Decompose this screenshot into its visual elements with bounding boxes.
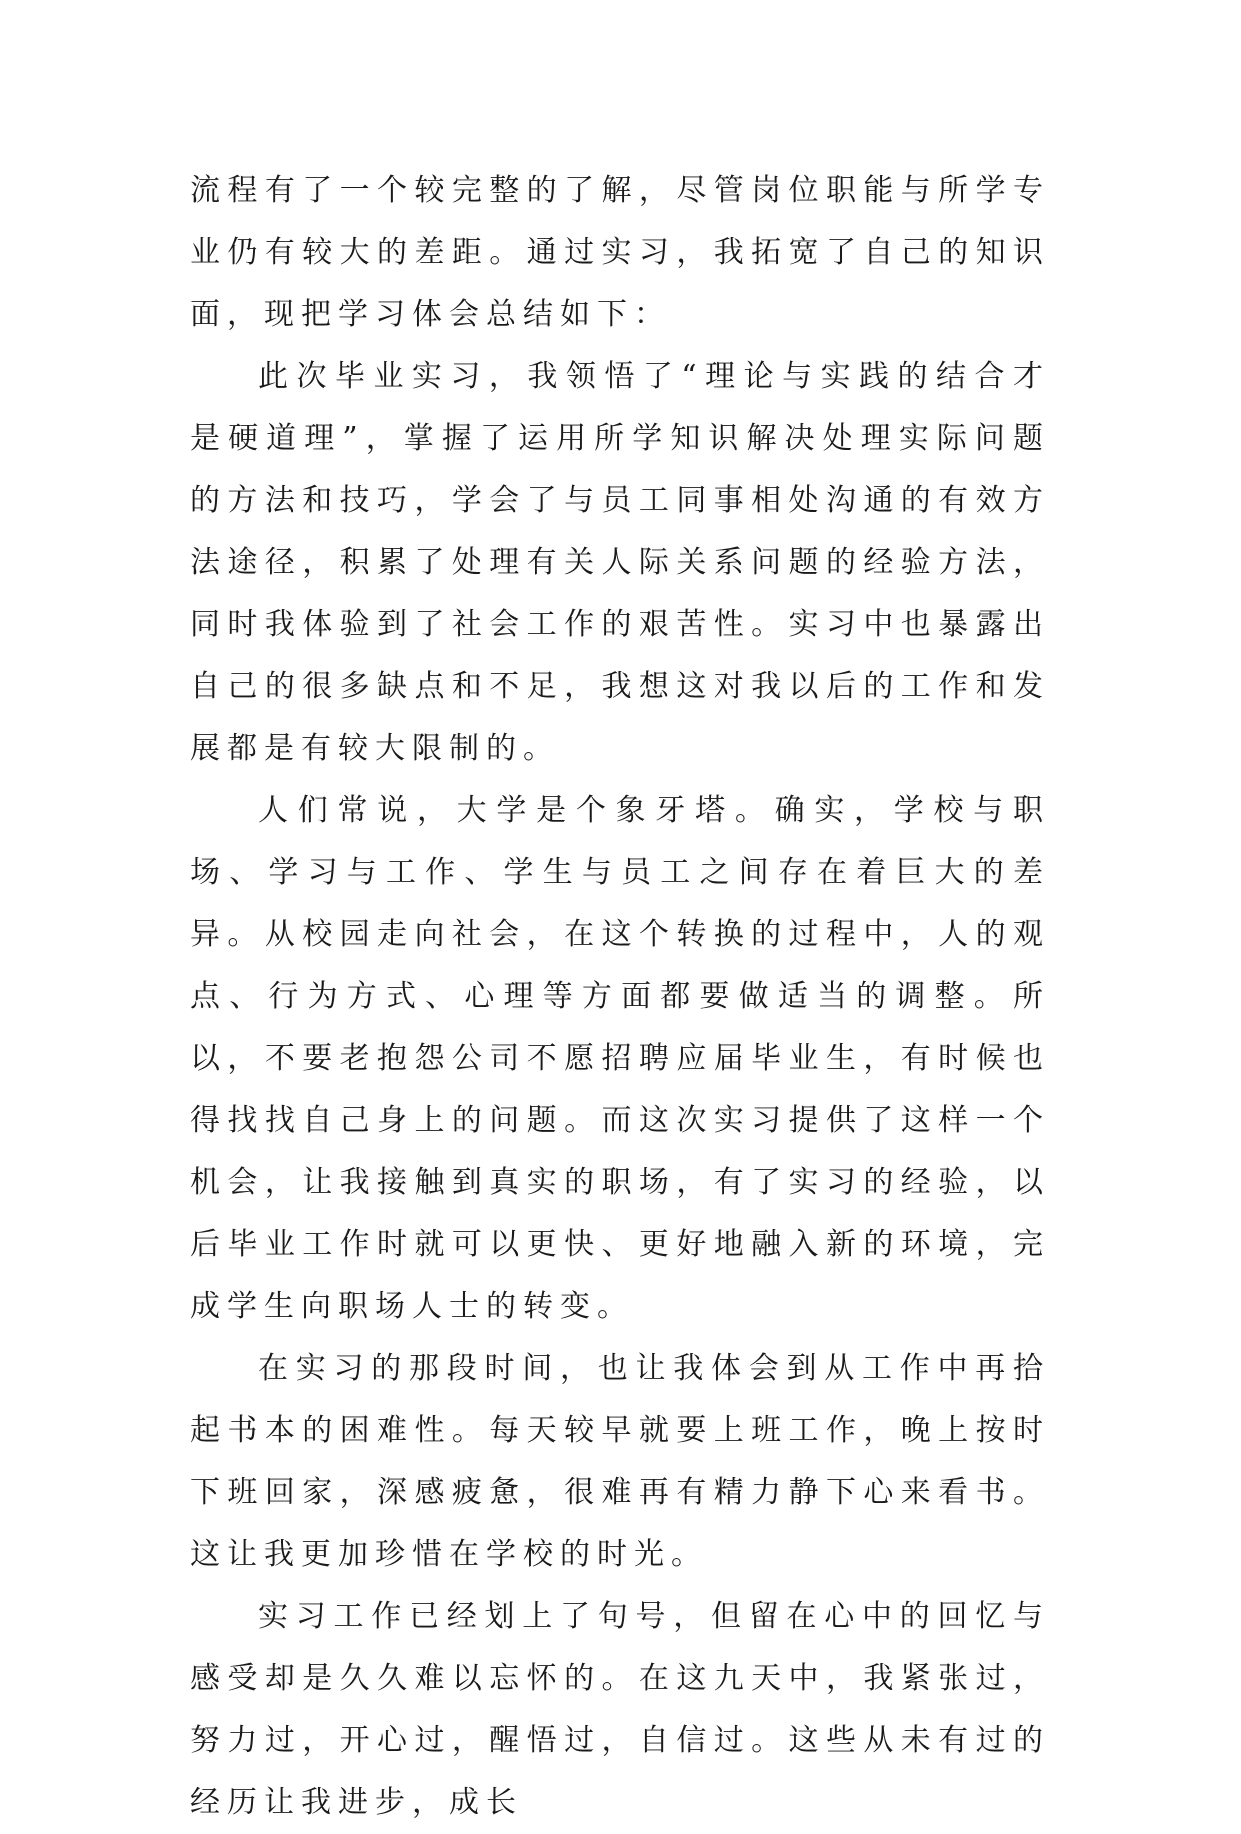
paragraph-conclusion: 实习工作已经划上了句号，但留在心中的回忆与感受却是久久难以忘怀的。在这九天中，我紧张过，努力过，开心过，醒悟过，自信过。这些从未有过的经历让我进步，成长 — [190, 1599, 1050, 1820]
paragraph-ivory-tower: 人们常说，大学是个象牙塔。确实，学校与职场、学习与工作、学生与员工之间存在着巨大的差异。从校园走向社会，在这个转换的过程中，人的观点、行为方式、心理等方面都要做适当的调整。所以，不要老抱怨公司不愿招聘应届毕业生，有时候也得找找自己身上的问题。而这次实习提供了这样一个机会，让我接触到真实的职场，有了实习的经验，以后毕业工作时就可以更快、更好地融入新的环境，完成学生向职场人士的转变。 — [190, 793, 1050, 1324]
document-body — [190, 160, 1050, 1834]
paragraph-reading-difficulty: 在实习的那段时间，也让我体会到从工作中再拾起书本的困难性。每天较早就要上班工作，晚上按时下班回家，深感疲惫，很难再有精力静下心来看书。这让我更加珍惜在学校的时光。 — [190, 1351, 1050, 1572]
paragraph-theory-practice: 此次毕业实习，我领悟了“理论与实践的结合才是硬道理”，掌握了运用所学知识解决处理实际问题的方法和技巧，学会了与员工同事相处沟通的有效方法途径，积累了处理有关人际关系问题的经验方法，同时我体验到了社会工作的艰苦性。实习中也暴露出自己的很多缺点和不足，我想这对我以后的工作和发展都是有较大限制的。 — [190, 359, 1050, 766]
paragraph-continuation: 流程有了一个较完整的了解，尽管岗位职能与所学专业仍有较大的差距。通过实习，我拓宽了自己的知识面，现把学习体会总结如下： — [190, 173, 1050, 332]
